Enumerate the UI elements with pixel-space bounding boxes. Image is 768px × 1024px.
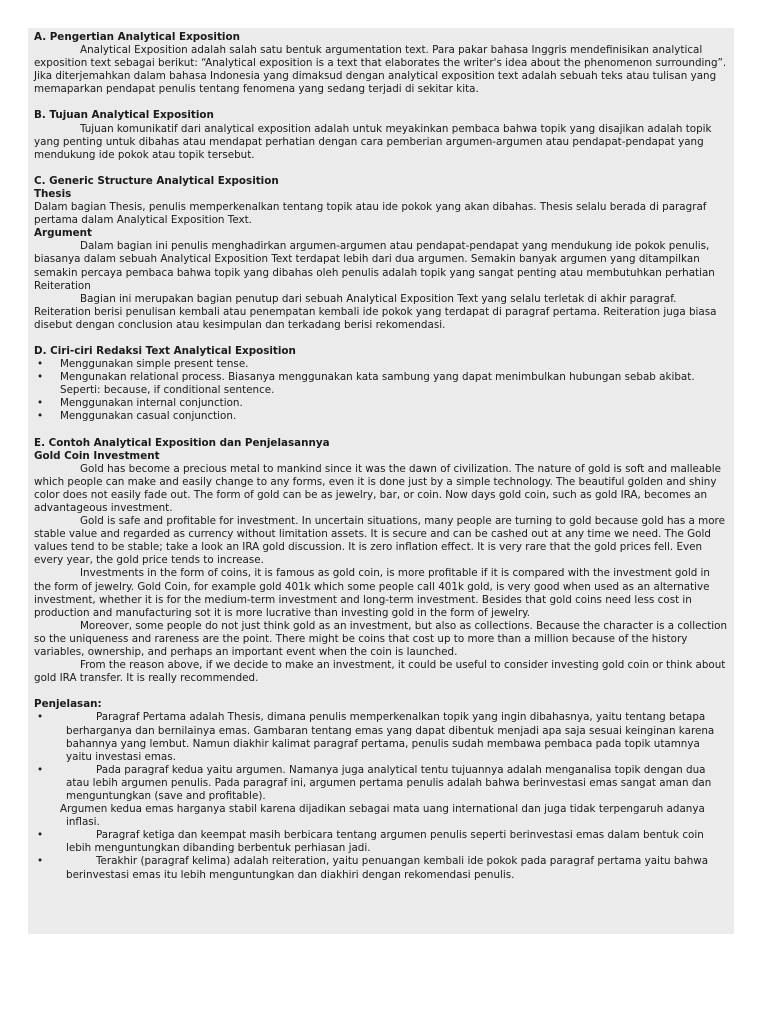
penjelasan-continuation: Argumen kedua emas harganya stabil karena dijadikan sebagai mata uang international dan juga tidak terpengaruh adanya inflasi. [60, 803, 705, 829]
example-paragraph: Moreover, some people do not just think gold as an investment, but also as collections. Because the character is a collection so the uniqueness and rareness are the point. There might be coins that cost up to more than a million because of the history variables, ownership, and perhaps an important event when the coin is launched. [34, 619, 728, 659]
penjelasan-list-cont [34, 829, 728, 881]
penjelasan-heading: Penjelasan: [34, 698, 102, 711]
penjelasan-item-text: • Paragraf Pertama adalah Thesis, dimana penulis memperkenalkan topik yang ingin dibahasnya, yaitu tentang betapa berharganya dan bernilainya emas. Gambaran tentang emas yang dapat dibentuk menjadi apa saja sesuai keinginan karena bahannya yang lembut. Namun diakhir kalimat paragraf pertama, penulis sudah membawa pembaca pada topik utamnya yaitu investasi emas. [66, 711, 715, 763]
section-a-body: Analytical Exposition adalah salah satu bentuk argumentation text. Para pakar bahasa Inggris mendefinisikan analytical exposition text sebagai berikut: “Analytical exposition is a text that elaborates the writer's idea about the phenomenon surrounding”. Jika diterjemahkan dalam bahasa Indonesia yang dimaksud dengan analytical exposition text adalah sebuah teks atau tulisan yang memaparkan pendapat penulis tentang fenomena yang sedang terjadi di sekitar kita. [34, 44, 727, 96]
section-a-heading: A. Pengertian Analytical Exposition [34, 31, 240, 43]
argument-label: Argument [34, 227, 92, 240]
section-c-heading: C. Generic Structure Analytical Exposition [34, 174, 279, 187]
penjelasan-item-text: • Terakhir (paragraf kelima) adalah reiteration, yaitu penuangan kembali ide pokok pada paragraf pertama yaitu bahwa berinvestasi emas itu lebih menguntungkan dan diakhiri dengan rekomendasi penulis. [66, 855, 709, 881]
section-b-body: Tujuan komunikatif dari analytical exposition adalah untuk meyakinkan pembaca bahwa topik yang disajikan adalah topik yang penting untuk dibahas atau mendapat perhatian dengan cara pemberian argumen-argumen atau pendapat-pendapat yang mendukung ide pokok atau topik tersebut. [34, 122, 712, 161]
reiteration-label: Reiteration [34, 279, 91, 292]
list-item: • Menggunakan casual conjunction. [34, 410, 728, 423]
section-d-heading: D. Ciri-ciri Redaksi Text Analytical Exposition [34, 344, 296, 357]
thesis-label: Thesis [34, 187, 72, 200]
penjelasan-list [34, 711, 728, 803]
document-page [28, 28, 734, 934]
characteristics-list [34, 358, 728, 423]
thesis-body: Dalam bagian Thesis, penulis memperkenalkan tentang topik atau ide pokok yang akan dibahas. Thesis selalu berada di paragraf pertama dalam Analytical Exposition Text. [34, 201, 707, 227]
reiteration-body: Bagian ini merupakan bagian penutup dari sebuah Analytical Exposition Text yang selalu terletak di akhir paragraf. Reiteration berisi penulisan kembali atau penempatan kembali ide pokok yang terdapat di paragraf pertama. Reiteration juga biasa disebut dengan conclusion atau kesimpulan dan terkadang berisi rekomendasi. [34, 292, 717, 331]
section-e-heading: E. Contoh Analytical Exposition dan Penjelasannya [34, 436, 330, 449]
penjelasan-item-text: • Pada paragraf kedua yaitu argumen. Namanya juga analytical tentu tujuannya adalah menganalisa topik dengan dua atau lebih argumen penulis. Pada paragraf ini, argumen pertama penulis adalah bahwa berinvestasi emas sangat aman dan menguntungkan (save and profitable). [66, 763, 712, 802]
list-item [34, 855, 728, 881]
list-item: • Menggunakan simple present tense. [34, 358, 728, 371]
example-paragraph: From the reason above, if we decide to make an investment, it could be useful to consider investing gold coin or think about gold IRA transfer. It is really recommended. [34, 659, 726, 685]
list-item: • Menggunakan internal conjunction. [34, 397, 728, 410]
example-paragraph: Investments in the form of coins, it is famous as gold coin, is more profitable if it is compared with the investment gold in the form of jewelry. Gold Coin, for example gold 401k which some people call 401k gold, is very good when used as an alternative investment, whether it is for the medium-term investment and long-term investment. Besides that gold coins need less cost in production and manufacturing sot it is more lucrative than investing gold in the form of jewelry. [34, 567, 710, 619]
section-b-heading: B. Tujuan Analytical Exposition [34, 109, 214, 122]
example-paragraph: Gold has become a precious metal to mankind since it was the dawn of civilization. The nature of gold is soft and malleable which people can make and easily change to any forms, even it is done just by a simple technology. The beautiful golden and shiny color does not easily fade out. The form of gold can be as jewelry, bar, or coin. Now days gold coin, such as gold IRA, becomes an advantageous investment. [34, 462, 722, 514]
list-item [34, 711, 728, 763]
list-item [34, 764, 728, 803]
example-title: Gold Coin Investment [34, 449, 160, 462]
argument-body: Dalam bagian ini penulis menghadirkan argumen-argumen atau pendapat-pendapat yang mendukung ide pokok penulis, biasanya dalam sebuah Analytical Exposition Text terdapat lebih dari dua argumen. Semakin banyak argumen yang ditampilkan semakin percaya pembaca bahwa topik yang dibahas oleh penulis adalah topik yang sangat penting atau membutuhkan perhatian [34, 240, 715, 279]
list-item [34, 829, 728, 855]
list-item: • Mengunakan relational process. Biasanya menggunakan kata sambung yang dapat menimbulkan hubungan sebab akibat. Seperti: because, if conditional sentence. [34, 371, 728, 397]
penjelasan-item-text: • Paragraf ketiga dan keempat masih berbicara tentang argumen penulis seperti berinvestasi emas dalam bentuk coin lebih menguntungkan dibanding berbentuk perhiasan jadi. [66, 829, 704, 855]
example-paragraph: Gold is safe and profitable for investment. In uncertain situations, many people are turning to gold because gold has a more stable value and regarded as currency without limitation assets. It is secure and can be cashed out at any time we need. The Gold values tend to be stable; take a look an IRA gold discussion. It is zero inflation effect. It is very rare that the gold prices fell. Even every year, the gold price tends to increase. [34, 515, 725, 567]
